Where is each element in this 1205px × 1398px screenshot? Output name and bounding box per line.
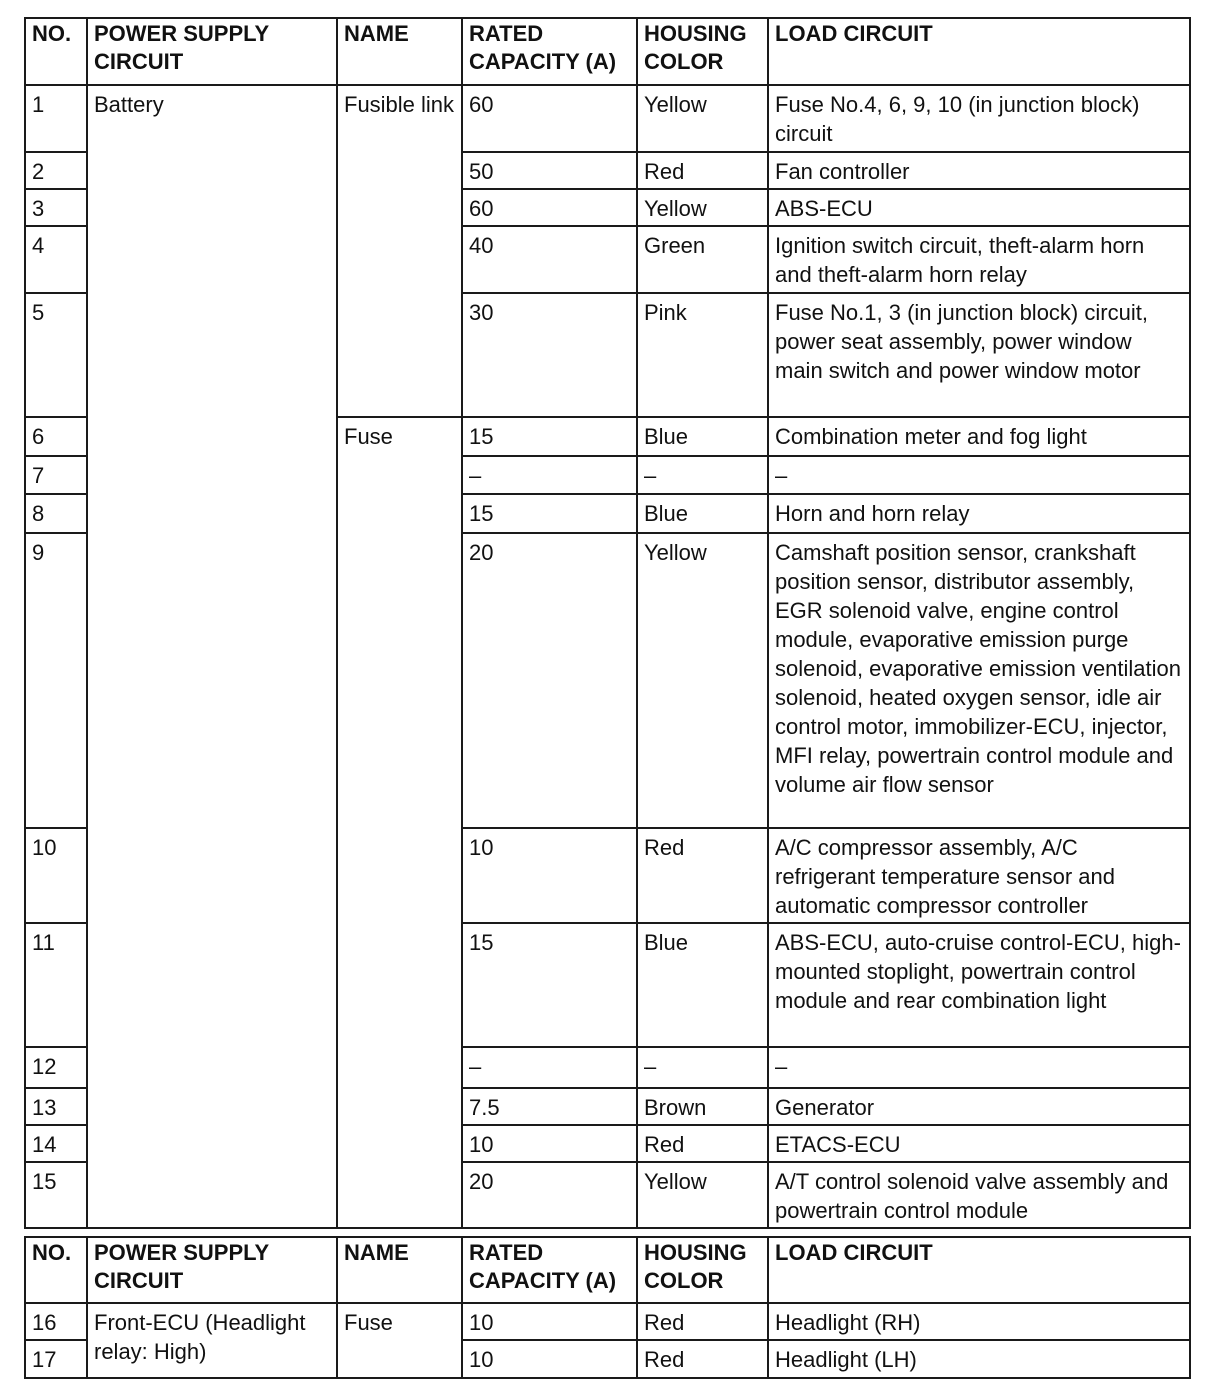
row-capacity: 7.5	[462, 1088, 637, 1125]
row-load: Camshaft position sensor, crankshaft position sensor, distributor assembly, EGR solenoid valve, engine control module, evaporative emission purge solenoid, evaporative emission ventilation solenoid, heated oxygen sensor, idle air control motor, immobilizer-ECU, injector, MFI relay, powertrain control module and volume air flow sensor	[768, 533, 1190, 828]
row-capacity: 10	[462, 1125, 637, 1162]
name-fuse: Fuse	[337, 417, 462, 1228]
table-row	[25, 1303, 1190, 1340]
fuse-table-main	[24, 17, 1191, 1229]
row-no: 6	[25, 417, 87, 456]
header-power-supply-circuit: POWER SUPPLY CIRCUIT	[87, 1237, 337, 1303]
row-no: 8	[25, 494, 87, 533]
row-no: 14	[25, 1125, 87, 1162]
row-color: –	[637, 456, 768, 494]
row-no: 7	[25, 456, 87, 494]
row-color: Red	[637, 152, 768, 189]
row-no: 10	[25, 828, 87, 923]
row-color: Yellow	[637, 533, 768, 828]
row-load: A/C compressor assembly, A/C refrigerant temperature sensor and automatic compressor controller	[768, 828, 1190, 923]
power-supply-front-ecu: Front-ECU (Headlight relay: High)	[87, 1303, 337, 1378]
header-load-circuit: LOAD CIRCUIT	[768, 1237, 1190, 1303]
row-load: ABS-ECU, auto-cruise control-ECU, high-mounted stoplight, powertrain control module and rear combination light	[768, 923, 1190, 1047]
row-capacity: 15	[462, 494, 637, 533]
header-rated-capacity: RATED CAPACITY (A)	[462, 18, 637, 85]
row-capacity: 60	[462, 189, 637, 226]
row-capacity: 10	[462, 828, 637, 923]
row-capacity: 60	[462, 85, 637, 152]
name-fusible-link: Fusible link	[337, 85, 462, 417]
row-no: 9	[25, 533, 87, 828]
power-supply-battery: Battery	[87, 85, 337, 1228]
row-capacity: –	[462, 1047, 637, 1088]
row-load: Headlight (LH)	[768, 1340, 1190, 1378]
row-color: Yellow	[637, 1162, 768, 1228]
row-color: Red	[637, 828, 768, 923]
row-no: 4	[25, 226, 87, 293]
row-color: Red	[637, 1303, 768, 1340]
row-no: 17	[25, 1340, 87, 1378]
row-load: Fuse No.4, 6, 9, 10 (in junction block) circuit	[768, 85, 1190, 152]
row-load: –	[768, 1047, 1190, 1088]
row-color: Yellow	[637, 85, 768, 152]
row-no: 2	[25, 152, 87, 189]
header-name: NAME	[337, 1237, 462, 1303]
row-no: 15	[25, 1162, 87, 1228]
row-capacity: –	[462, 456, 637, 494]
row-capacity: 50	[462, 152, 637, 189]
header-rated-capacity: RATED CAPACITY (A)	[462, 1237, 637, 1303]
header-power-supply-circuit: POWER SUPPLY CIRCUIT	[87, 18, 337, 85]
row-color: Pink	[637, 293, 768, 417]
row-capacity: 10	[462, 1340, 637, 1378]
row-capacity: 10	[462, 1303, 637, 1340]
row-load: –	[768, 456, 1190, 494]
row-load: Horn and horn relay	[768, 494, 1190, 533]
header-no: NO.	[25, 1237, 87, 1303]
row-color: Blue	[637, 923, 768, 1047]
row-no: 5	[25, 293, 87, 417]
row-color: –	[637, 1047, 768, 1088]
table-row	[25, 85, 1190, 152]
row-no: 11	[25, 923, 87, 1047]
header-row	[25, 1237, 1190, 1303]
row-color: Blue	[637, 494, 768, 533]
row-no: 16	[25, 1303, 87, 1340]
row-load: ABS-ECU	[768, 189, 1190, 226]
row-color: Yellow	[637, 189, 768, 226]
header-housing-color: HOUSING COLOR	[637, 1237, 768, 1303]
row-no: 13	[25, 1088, 87, 1125]
header-name: NAME	[337, 18, 462, 85]
row-capacity: 20	[462, 533, 637, 828]
row-load: ETACS-ECU	[768, 1125, 1190, 1162]
header-row	[25, 18, 1190, 85]
row-no: 1	[25, 85, 87, 152]
fuse-table-front-ecu	[24, 1236, 1191, 1379]
row-capacity: 20	[462, 1162, 637, 1228]
row-load: Fan controller	[768, 152, 1190, 189]
row-no: 3	[25, 189, 87, 226]
row-capacity: 40	[462, 226, 637, 293]
row-load: Ignition switch circuit, theft-alarm horn and theft-alarm horn relay	[768, 226, 1190, 293]
header-load-circuit: LOAD CIRCUIT	[768, 18, 1190, 85]
row-no: 12	[25, 1047, 87, 1088]
row-color: Red	[637, 1125, 768, 1162]
row-color: Blue	[637, 417, 768, 456]
row-capacity: 15	[462, 417, 637, 456]
row-color: Red	[637, 1340, 768, 1378]
header-no: NO.	[25, 18, 87, 85]
row-load: Generator	[768, 1088, 1190, 1125]
row-load: Fuse No.1, 3 (in junction block) circuit, power seat assembly, power window main switch and power window motor	[768, 293, 1190, 417]
row-load: Combination meter and fog light	[768, 417, 1190, 456]
row-load: Headlight (RH)	[768, 1303, 1190, 1340]
row-color: Brown	[637, 1088, 768, 1125]
row-color: Green	[637, 226, 768, 293]
row-load: A/T control solenoid valve assembly and powertrain control module	[768, 1162, 1190, 1228]
name-fuse: Fuse	[337, 1303, 462, 1378]
row-capacity: 15	[462, 923, 637, 1047]
row-capacity: 30	[462, 293, 637, 417]
header-housing-color: HOUSING COLOR	[637, 18, 768, 85]
